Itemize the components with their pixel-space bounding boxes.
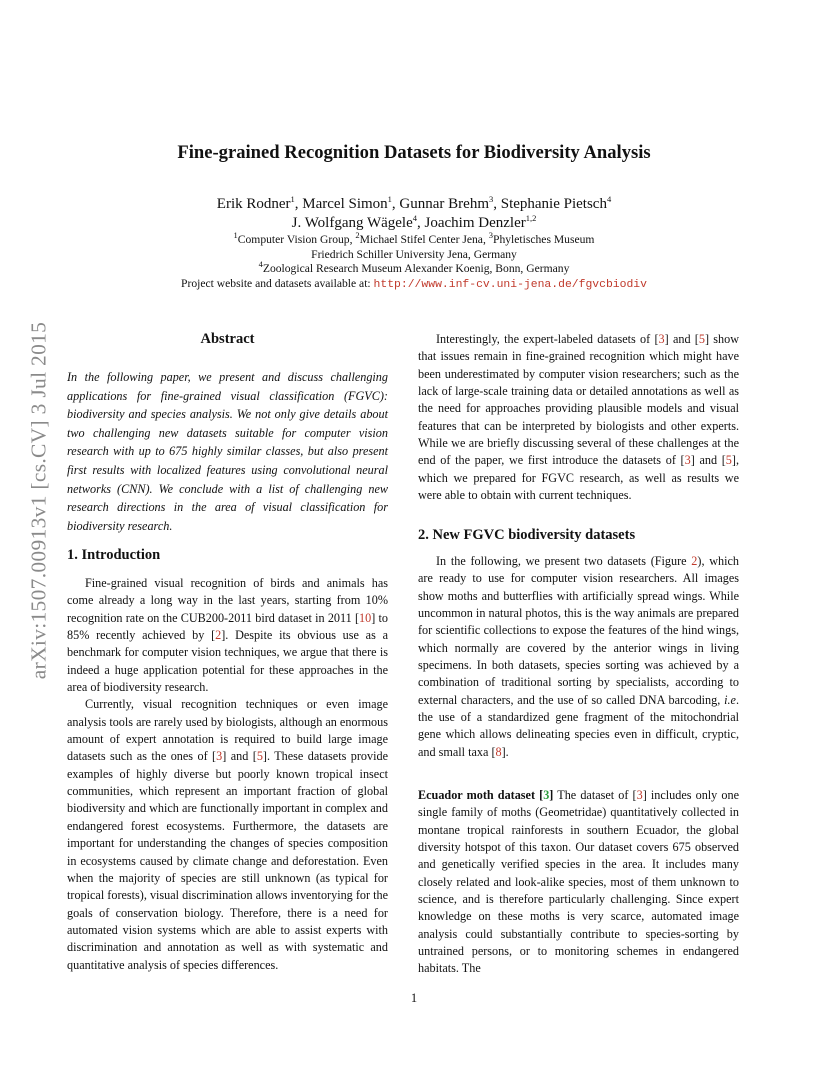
affiliation-line-2: Friedrich Schiller University Jena, Germany [311, 247, 517, 261]
right-intro-body [418, 331, 739, 504]
citation-link[interactable]: 3 [636, 788, 643, 802]
author-name: J. Wolfgang Wägele [291, 215, 413, 231]
ecuador-moth-paragraph [418, 787, 739, 978]
datasets-body [418, 553, 739, 761]
author-line-1: Erik Rodner$^1$, Marcel Simon$^1$, Gunnar Brehm$^3$, Stephanie Pietsch$^4$ [216, 194, 612, 212]
author-name: Joachim Denzler [424, 215, 526, 231]
author-affil-mark: 1 [387, 194, 392, 204]
author-list [0, 195, 828, 233]
author-affil-mark: 1,2 [525, 213, 537, 223]
section-heading-introduction: 1. Introduction [67, 547, 161, 563]
citation-link[interactable]: 8 [495, 744, 502, 759]
abstract-text: In the following paper, we present and discuss challenging applications for fine-grained visual classification (FGVC): biodiversity and species analysis. We not only give details about two challenging new datasets suitable for computer vision research with up to 675 highly similar classes, but also present first results with localized features using convolutional neural networks (CNN). We conclude with a list of challenging new research directions in the area of visual classification for biodiversity research. [67, 370, 388, 533]
figure-link[interactable]: 2 [691, 554, 698, 568]
citation-link[interactable]: 5 [725, 453, 732, 468]
paragraph: Currently, visual recognition techniques or even image analysis tools are rarely used by biologists, although an enormous amount of expert annotation is required to build large image datasets such as the ones of [3] and [5]. These datasets provide examples of highly diverse but poorly known tropical insect communities, which represent an important fraction of global biodiversity and which are functionally important in complex and endangered forest ecosystems. Furthermore, the datasets are important for understanding the changes of species composition in ecosystems caused by climate change and deforestation. Even when the majority of species are still unknown (as typical for tropical forests), visual discrimination allows inventorying for the goals of conservation biology. Therefore, there is a need for automated vision systems which are able to assist experts with discrimination and annotation as well as with systematic and quantitative analysis of species differences. [67, 697, 389, 972]
abstract-heading: Abstract [200, 331, 255, 347]
website-link[interactable]: http://www.inf-cv.uni-jena.de/fgvcbiodiv [373, 279, 647, 292]
author-name: Gunnar Brehm [399, 196, 489, 212]
citation-link[interactable]: 10 [359, 610, 372, 625]
author-name: Marcel Simon [302, 196, 388, 212]
author-name: Stephanie Pietsch [500, 196, 607, 212]
author-affil-mark: 3 [488, 194, 494, 204]
section-heading-datasets: 2. New FGVC biodiversity datasets [418, 527, 636, 543]
paragraph: Ecuador moth dataset [3] The dataset of [3] includes only one single family of moths (Geometridae) quantitatively collected in montane tropical rainforests in southern Ecuador, the global diversity hotspot of this taxon. Our dataset covers 675 observed and genetically verified species in the area. It includes many closely related and look-alike species, most of them unknown to science, and is therefore particularly challenging. Since expert knowledge on these moths is very scarce, automated image analysis could substantially contribute to species-sorting by untrained persons, or to monitoring schemes in endangered habitats. The [418, 788, 739, 976]
paper-title: Fine-grained Recognition Datasets for Biodiversity Analysis [177, 142, 651, 163]
arxiv-stamp: arXiv:1507.00913v1 [cs.CV] 3 Jul 2015 [26, 321, 51, 680]
author-line-2: J. Wolfgang Wägele$^4$, Joachim Denzler$^{1,2}$ [291, 213, 537, 231]
citation-link[interactable]: 5 [256, 749, 263, 764]
affiliations [0, 230, 828, 293]
citation-link[interactable]: 5 [698, 332, 705, 346]
citation-link[interactable]: 2 [215, 628, 222, 643]
website-label: Project website and datasets available at: [181, 277, 374, 291]
author-name: Erik Rodner [216, 196, 291, 212]
citation-link[interactable]: 3 [658, 332, 665, 346]
paragraph: Fine-grained visual recognition of birds and animals has come already a long way in the last years, starting from 10% recognition rate on the CUB200-2011 bird dataset in 2011 [10] to 85% recently achieved by [2]. Despite its obvious use as a benchmark for computer vision techniques, we argue that there is indeed a huge application potential for these approaches in the area of biodiversity research. [67, 576, 388, 695]
affiliation-line-3: $^4$Zoological Research Museum Alexander Koenig, Bonn, Germany [258, 259, 570, 276]
introduction-body [67, 575, 388, 974]
page-number: 1 [410, 991, 418, 1005]
citation-link[interactable]: 3 [216, 749, 223, 764]
author-affil-mark: 4 [606, 194, 612, 204]
affiliation-line-1: $^1$Computer Vision Group, $^2$Michael Stifel Center Jena, $^3$Phyletisches Museum [233, 230, 595, 246]
author-affil-mark: 4 [412, 213, 418, 223]
paragraph: In the following, we present two datasets (Figure 2), which are ready to use for computer vision researchers. All images show moths and butterflies with artificially spread wings. While uncommon in natural photos, this is the way animals are prepared for scientific collections to expose the features of the hind wings, which normally are covered by the anterior wings in living specimens. In both datasets, species sorting was achieved by a combination of traditional sorting by specialists, according to external characters, and the use of so called DNA barcoding, i.e. the use of a standardized gene fragment of the mitochondrial gene which allows delineating species even in difficult, cryptic, and small taxa [8]. [418, 554, 739, 759]
paragraph-heading: Ecuador moth dataset [3] [418, 788, 554, 802]
citation-link[interactable]: 3 [543, 788, 550, 802]
paragraph: Interestingly, the expert-labeled datasets of [3] and [5] show that issues remain in fine-grained recognition which might have been underestimated by computer vision researchers; such as the lack of large-scale training data or detailed annotations as well as the need for approaches providing plausible models and visual features that can be interpreted by biologists and other experts. While we are briefly discussing several of these challenges at the end of the paper, we first introduce the datasets of [3] and [5], which we prepared for FGVC research, as well as results we were able to obtain with current techniques. [418, 332, 740, 503]
project-website-line [0, 277, 828, 293]
citation-link[interactable]: 3 [684, 453, 691, 468]
author-affil-mark: 1 [290, 194, 295, 204]
